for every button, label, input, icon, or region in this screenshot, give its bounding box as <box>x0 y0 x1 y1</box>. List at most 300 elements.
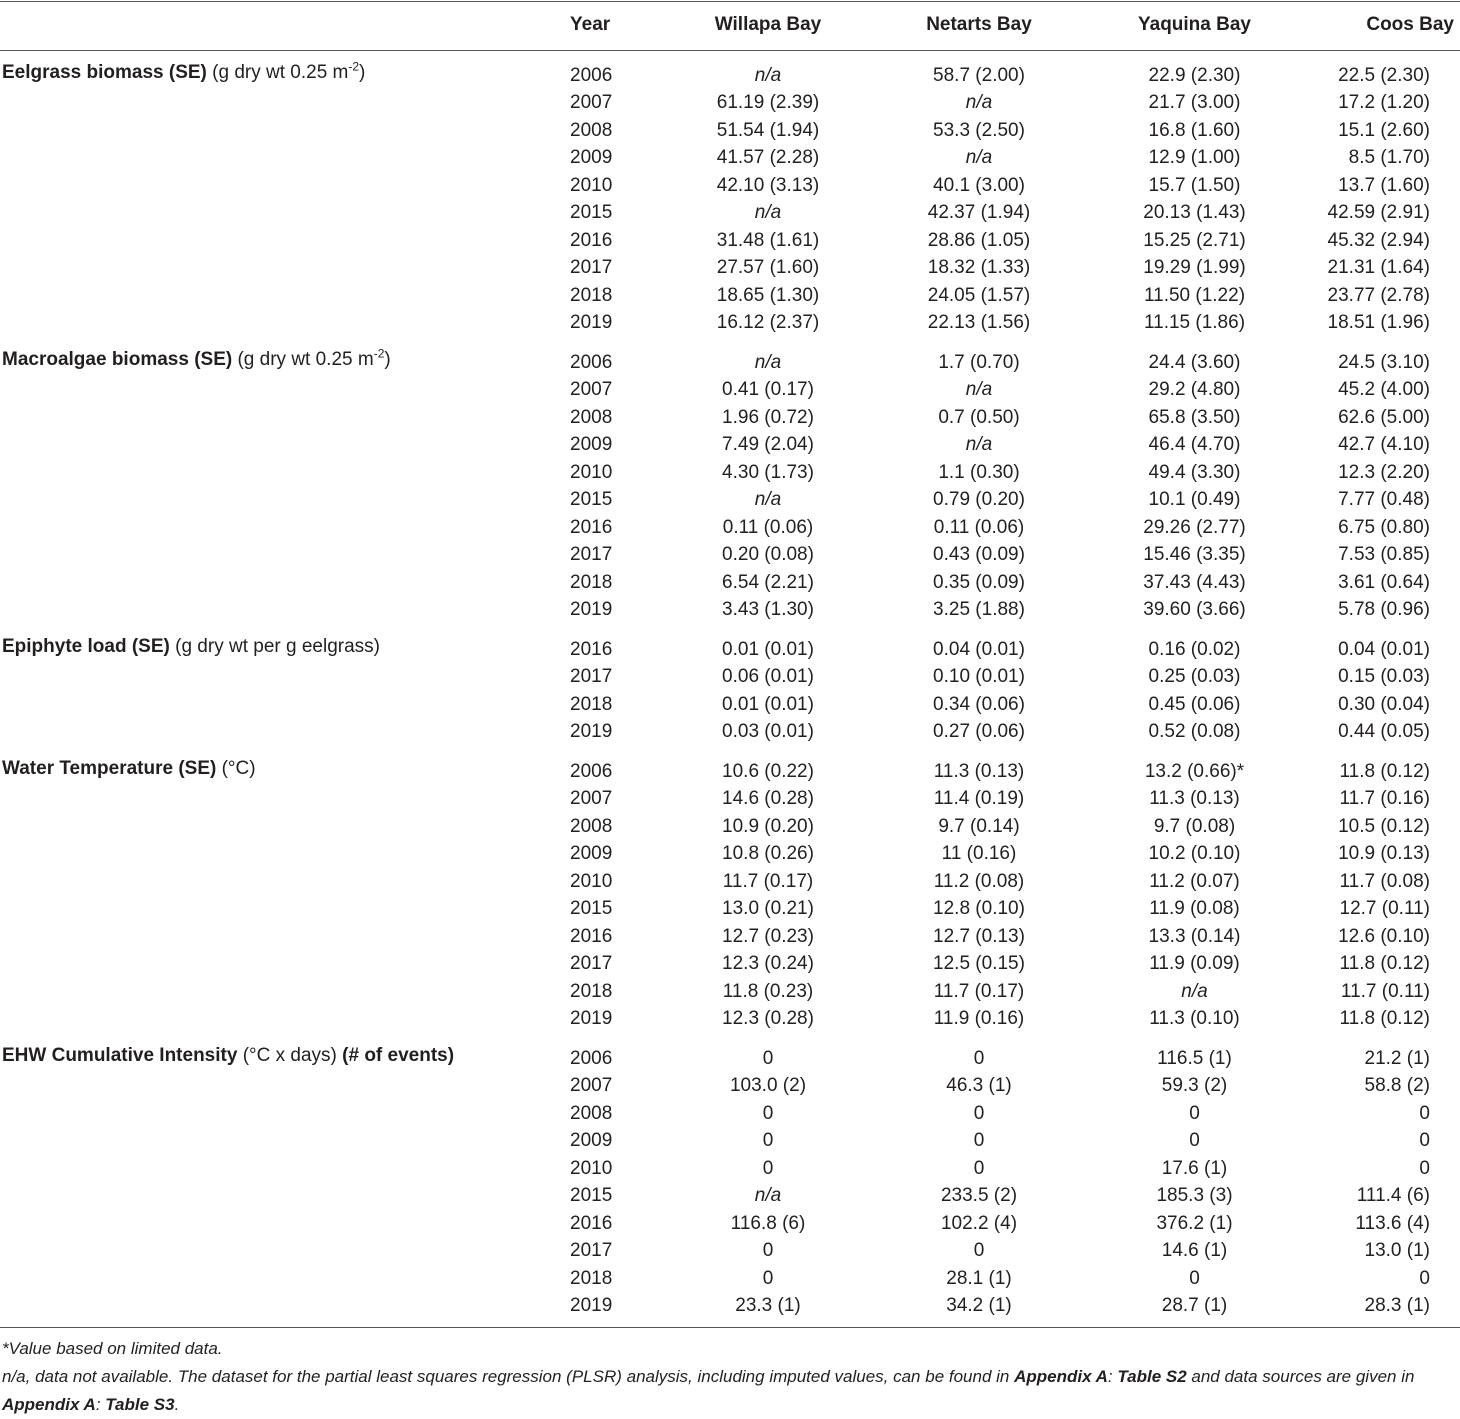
appendix-a-ref-2: Appendix A <box>2 1395 96 1414</box>
row-label <box>0 255 564 283</box>
cell-value: 17.2 (1.20) <box>1338 92 1430 114</box>
cell-value: 58.8 (2) <box>1364 1075 1430 1097</box>
cell-value: 24.5 (3.10) <box>1338 351 1430 373</box>
table-row <box>0 227 1460 255</box>
cell-value: 11.4 (0.19) <box>933 788 1025 810</box>
cell-value: 46.3 (1) <box>946 1075 1012 1097</box>
cell-year: 2015 <box>570 898 613 920</box>
cell-value: 12.7 (0.11) <box>1339 898 1430 920</box>
cell-value: 6.54 (2.21) <box>722 571 814 593</box>
cell-value: 0.35 (0.09) <box>933 571 1025 593</box>
cell-value: 29.26 (2.77) <box>1143 516 1246 538</box>
row-label <box>0 200 564 228</box>
cell-year: 2009 <box>570 1130 613 1152</box>
cell-value: 22.13 (1.56) <box>927 312 1031 334</box>
cell-value: 12.3 (2.20) <box>1338 461 1430 483</box>
row-label <box>0 432 564 460</box>
table-row <box>0 200 1460 228</box>
section-title: Eelgrass biomass (SE) <box>2 62 207 83</box>
cell-year: 2016 <box>570 516 613 538</box>
ref-separator-1: : <box>1107 1367 1118 1386</box>
table-row <box>0 978 1460 1006</box>
footnote-na-text-2: and data sources are given in <box>1186 1367 1415 1386</box>
section-unit: (g dry wt per g eelgrass) <box>169 636 380 657</box>
table-row <box>0 746 1460 786</box>
row-label <box>0 404 564 432</box>
row-label <box>0 542 564 570</box>
cell-value: 0.11 (0.06) <box>722 516 814 538</box>
cell-value: 0 <box>1189 1130 1200 1152</box>
cell-value: 1.1 (0.30) <box>938 461 1020 483</box>
cell-year: 2018 <box>570 284 613 306</box>
cell-value: 11.3 (0.10) <box>1149 1008 1240 1030</box>
cell-value: 23.77 (2.78) <box>1327 284 1430 306</box>
cell-value: 62.6 (5.00) <box>1338 406 1430 428</box>
table-row <box>0 597 1460 625</box>
cell-value: 61.19 (2.39) <box>716 92 820 114</box>
row-label <box>0 227 564 255</box>
cell-value: 41.57 (2.28) <box>716 147 820 169</box>
cell-value: 0 <box>762 1240 774 1262</box>
table-row <box>0 1210 1460 1238</box>
cell-year: 2006 <box>570 351 613 373</box>
cell-value: 10.6 (0.22) <box>722 760 814 782</box>
cell-value: 24.4 (3.60) <box>1148 351 1241 373</box>
cell-value: 13.3 (0.14) <box>1148 925 1241 947</box>
row-label <box>0 514 564 542</box>
cell-value: 0.27 (0.06) <box>933 721 1025 743</box>
table-row <box>0 172 1460 200</box>
cell-value: 12.6 (0.10) <box>1338 925 1430 947</box>
cell-value: 42.37 (1.94) <box>927 202 1031 224</box>
cell-year: 2015 <box>570 489 613 511</box>
cell-value: 0 <box>1419 1267 1430 1289</box>
row-label <box>0 337 564 377</box>
cell-value: 0.34 (0.06) <box>933 693 1025 715</box>
cell-value: 1.7 (0.70) <box>938 351 1020 373</box>
cell-value: 376.2 (1) <box>1156 1212 1233 1234</box>
cell-value: 0 <box>1189 1102 1200 1124</box>
row-label <box>0 813 564 841</box>
cell-value: 11.3 (0.13) <box>1149 788 1240 810</box>
cell-year: 2009 <box>570 434 613 456</box>
row-label <box>0 746 564 786</box>
table-row <box>0 337 1460 377</box>
row-label <box>0 1073 564 1101</box>
cell-value: 14.6 (1) <box>1161 1240 1228 1262</box>
row-label <box>0 923 564 951</box>
table-row <box>0 255 1460 283</box>
table-row <box>0 868 1460 896</box>
cell-value: 17.6 (1) <box>1161 1157 1228 1179</box>
cell-value: 65.8 (3.50) <box>1148 406 1241 428</box>
table-row <box>0 1006 1460 1034</box>
cell-value: 46.4 (4.70) <box>1148 434 1241 456</box>
row-label <box>0 459 564 487</box>
row-label <box>0 624 564 664</box>
cell-value: 10.8 (0.26) <box>722 843 814 865</box>
cell-value: 12.3 (0.28) <box>722 1008 814 1030</box>
row-label <box>0 145 564 173</box>
cell-value: 7.53 (0.85) <box>1338 544 1430 566</box>
cell-value: n/a <box>754 64 782 86</box>
cell-value: n/a <box>965 92 993 114</box>
section-unit-end: ) <box>359 62 366 83</box>
section-unit: (°C) <box>216 758 256 779</box>
cell-value: 51.54 (1.94) <box>716 119 820 141</box>
cell-year: 2016 <box>570 229 613 251</box>
cell-value: 0.03 (0.01) <box>722 721 814 743</box>
cell-year: 2017 <box>570 257 613 279</box>
cell-value: 28.86 (1.05) <box>927 229 1031 251</box>
table-row <box>0 514 1460 542</box>
table-row <box>0 719 1460 747</box>
cell-value: 18.65 (1.30) <box>716 284 820 306</box>
row-label <box>0 1210 564 1238</box>
table-row <box>0 117 1460 145</box>
cell-value: 28.1 (1) <box>946 1267 1012 1289</box>
table-row <box>0 459 1460 487</box>
cell-year: 2019 <box>570 1008 613 1030</box>
cell-value: 0 <box>762 1157 774 1179</box>
cell-value: 29.2 (4.80) <box>1148 379 1241 401</box>
cell-year: 2018 <box>570 1267 613 1289</box>
cell-value: 3.43 (1.30) <box>722 599 814 621</box>
cell-value: 0 <box>973 1047 985 1069</box>
cell-value: 0.06 (0.01) <box>722 666 814 688</box>
cell-value: 11.15 (1.86) <box>1143 312 1246 334</box>
cell-value: n/a <box>965 147 993 169</box>
section-title: Water Temperature (SE) <box>2 758 217 779</box>
cell-value: 49.4 (3.30) <box>1148 461 1241 483</box>
row-label <box>0 719 564 747</box>
cell-value: 20.13 (1.43) <box>1143 202 1246 224</box>
cell-value: 15.7 (1.50) <box>1148 174 1241 196</box>
cell-value: 12.7 (0.13) <box>933 925 1025 947</box>
cell-value: 10.9 (0.20) <box>722 815 814 837</box>
cell-value: 0 <box>762 1267 774 1289</box>
cell-value: 13.0 (0.21) <box>722 898 814 920</box>
cell-year: 2006 <box>570 760 613 782</box>
cell-value: 0.52 (0.08) <box>1148 721 1241 743</box>
section-unit-end: ) <box>384 349 391 370</box>
table-row <box>0 1100 1460 1128</box>
section-title: Epiphyte load (SE) <box>2 636 170 657</box>
cell-year: 2017 <box>570 953 613 975</box>
table-body <box>0 50 1460 1320</box>
cell-value: 12.5 (0.15) <box>933 953 1025 975</box>
table-row <box>0 377 1460 405</box>
row-label <box>0 487 564 515</box>
cell-value: 0 <box>762 1047 774 1069</box>
footnote-na <box>2 1363 1458 1419</box>
table-row <box>0 310 1460 338</box>
cell-value: 3.25 (1.88) <box>933 599 1025 621</box>
cell-value: 113.6 (4) <box>1355 1212 1430 1234</box>
section-title: EHW Cumulative Intensity <box>2 1045 238 1066</box>
row-label <box>0 50 564 90</box>
cell-year: 2016 <box>570 638 613 660</box>
section-unit: (g dry wt 0.25 m <box>232 349 374 370</box>
cell-year: 2015 <box>570 202 613 224</box>
table-row <box>0 923 1460 951</box>
cell-value: 10.9 (0.13) <box>1338 843 1430 865</box>
cell-value: 22.5 (2.30) <box>1338 64 1430 86</box>
cell-value: 12.3 (0.24) <box>722 953 814 975</box>
cell-value: 11.9 (0.16) <box>933 1008 1025 1030</box>
cell-value: 11.8 (0.12) <box>1339 953 1430 975</box>
cell-value: 116.8 (6) <box>730 1212 806 1234</box>
section-unit-exponent: -2 <box>348 59 360 74</box>
cell-value: 12.7 (0.23) <box>722 925 814 947</box>
cell-value: 11.8 (0.12) <box>1339 760 1430 782</box>
cell-value: 0 <box>762 1130 774 1152</box>
cell-value: 11 (0.16) <box>941 843 1017 865</box>
footnote-limited-data: *Value based on limited data. <box>2 1339 223 1358</box>
ref-separator-2: : <box>95 1395 106 1414</box>
cell-value: 11.2 (0.07) <box>1149 870 1240 892</box>
cell-value: 13.7 (1.60) <box>1338 174 1430 196</box>
cell-year: 2019 <box>570 1295 613 1317</box>
cell-value: 0.20 (0.08) <box>722 544 814 566</box>
cell-value: n/a <box>965 434 993 456</box>
table-row <box>0 1155 1460 1183</box>
cell-value: 0.15 (0.03) <box>1338 666 1430 688</box>
cell-value: 0.79 (0.20) <box>933 489 1025 511</box>
cell-value: 19.29 (1.99) <box>1143 257 1246 279</box>
cell-value: 11.50 (1.22) <box>1143 284 1246 306</box>
row-label <box>0 868 564 896</box>
cell-year: 2018 <box>570 571 613 593</box>
table-s3-ref: Table S3 <box>105 1395 175 1414</box>
cell-year: 2006 <box>570 1047 613 1069</box>
table-row <box>0 1128 1460 1156</box>
cell-year: 2010 <box>570 174 613 196</box>
row-label <box>0 310 564 338</box>
cell-year: 2017 <box>570 1240 613 1262</box>
cell-year: 2007 <box>570 379 613 401</box>
table-row <box>0 282 1460 310</box>
row-label <box>0 691 564 719</box>
cell-value: 0 <box>973 1240 985 1262</box>
cell-value: 13.2 (0.66)* <box>1144 760 1245 782</box>
table-row <box>0 664 1460 692</box>
cell-year: 2018 <box>570 693 613 715</box>
cell-value: 11.2 (0.08) <box>933 870 1025 892</box>
table-row <box>0 1033 1460 1073</box>
cell-year: 2019 <box>570 312 613 334</box>
cell-value: 0.11 (0.06) <box>933 516 1025 538</box>
row-label <box>0 978 564 1006</box>
cell-value: n/a <box>754 202 782 224</box>
cell-value: 11.9 (0.09) <box>1149 953 1240 975</box>
cell-value: 40.1 (3.00) <box>933 174 1025 196</box>
header-yaquina-bay: Yaquina Bay <box>1138 14 1251 35</box>
cell-value: n/a <box>965 379 993 401</box>
cell-year: 2016 <box>570 1212 613 1234</box>
row-label <box>0 282 564 310</box>
table-row <box>0 1183 1460 1211</box>
row-label <box>0 786 564 814</box>
cell-value: 9.7 (0.14) <box>938 815 1020 837</box>
cell-value: 0 <box>973 1102 985 1124</box>
cell-year: 2015 <box>570 1185 613 1207</box>
cell-value: 1.96 (0.72) <box>722 406 814 428</box>
row-label <box>0 569 564 597</box>
cell-year: 2007 <box>570 92 613 114</box>
cell-value: 11.9 (0.08) <box>1149 898 1240 920</box>
table-row <box>0 1238 1460 1266</box>
cell-value: 0 <box>1419 1102 1430 1124</box>
cell-year: 2008 <box>570 119 613 141</box>
row-label <box>0 1033 564 1073</box>
table-row <box>0 896 1460 924</box>
cell-value: 6.75 (0.80) <box>1338 516 1430 538</box>
cell-value: 0.01 (0.01) <box>722 638 814 660</box>
table-row <box>0 624 1460 664</box>
cell-value: 0.04 (0.01) <box>933 638 1025 660</box>
cell-value: 11.8 (0.12) <box>1339 1008 1430 1030</box>
cell-value: 37.43 (4.43) <box>1143 571 1246 593</box>
cell-value: 0.44 (0.05) <box>1338 721 1430 743</box>
table-row <box>0 951 1460 979</box>
cell-value: 24.05 (1.57) <box>927 284 1031 306</box>
cell-value: 0.04 (0.01) <box>1338 638 1430 660</box>
cell-value: 18.51 (1.96) <box>1327 312 1430 334</box>
section-title: Macroalgae biomass (SE) <box>2 349 233 370</box>
cell-year: 2007 <box>570 788 613 810</box>
cell-value: 22.9 (2.30) <box>1148 64 1241 86</box>
cell-value: n/a <box>1181 980 1208 1002</box>
cell-value: 0.43 (0.09) <box>933 544 1025 566</box>
cell-year: 2008 <box>570 1102 613 1124</box>
table-header <box>0 0 1460 50</box>
cell-value: 10.5 (0.12) <box>1338 815 1430 837</box>
cell-year: 2010 <box>570 461 613 483</box>
row-label <box>0 1155 564 1183</box>
cell-year: 2017 <box>570 544 613 566</box>
header-year: Year <box>570 14 611 35</box>
cell-year: 2016 <box>570 925 613 947</box>
cell-value: 28.3 (1) <box>1364 1295 1430 1317</box>
table-row <box>0 1265 1460 1293</box>
section-unit: (°C x days) <box>237 1045 343 1066</box>
row-label <box>0 1183 564 1211</box>
row-label <box>0 1293 564 1321</box>
cell-value: 0 <box>973 1157 985 1179</box>
table-row <box>0 691 1460 719</box>
cell-value: 7.49 (2.04) <box>722 434 814 456</box>
cell-value: 34.2 (1) <box>946 1295 1012 1317</box>
cell-value: 15.1 (2.60) <box>1338 119 1430 141</box>
cell-value: 13.0 (1) <box>1364 1240 1430 1262</box>
row-label <box>0 117 564 145</box>
cell-value: 31.48 (1.61) <box>716 229 820 251</box>
cell-value: 11.7 (0.17) <box>722 870 814 892</box>
header-label <box>0 0 564 50</box>
cell-value: 0.7 (0.50) <box>938 406 1020 428</box>
cell-year: 2019 <box>570 721 613 743</box>
cell-value: 0.41 (0.17) <box>722 379 814 401</box>
cell-value: 11.8 (0.23) <box>722 980 814 1002</box>
cell-value: 21.31 (1.64) <box>1327 257 1430 279</box>
appendix-a-ref-1: Appendix A <box>1014 1367 1108 1386</box>
cell-year: 2009 <box>570 147 613 169</box>
cell-value: 233.5 (2) <box>940 1185 1018 1207</box>
cell-value: 0 <box>1419 1157 1430 1179</box>
cell-value: 58.7 (2.00) <box>933 64 1025 86</box>
row-label <box>0 172 564 200</box>
cell-value: 0.10 (0.01) <box>933 666 1025 688</box>
cell-value: 7.77 (0.48) <box>1338 489 1430 511</box>
row-label <box>0 841 564 869</box>
cell-value: 23.3 (1) <box>735 1295 801 1317</box>
cell-value: 39.60 (3.66) <box>1143 599 1246 621</box>
cell-value: 18.32 (1.33) <box>927 257 1031 279</box>
row-label <box>0 1238 564 1266</box>
cell-value: 21.2 (1) <box>1364 1047 1430 1069</box>
cell-value: 5.78 (0.96) <box>1338 599 1430 621</box>
row-label <box>0 1265 564 1293</box>
footnote-end: . <box>174 1395 180 1414</box>
table-row <box>0 813 1460 841</box>
cell-year: 2009 <box>570 843 613 865</box>
cell-year: 2018 <box>570 980 613 1002</box>
cell-value: n/a <box>754 489 782 511</box>
row-label <box>0 90 564 118</box>
cell-value: 0.25 (0.03) <box>1148 666 1241 688</box>
cell-value: 11.7 (0.17) <box>933 980 1025 1002</box>
table-row <box>0 90 1460 118</box>
cell-year: 2008 <box>570 815 613 837</box>
section-unit: (g dry wt 0.25 m <box>206 62 349 83</box>
cell-value: 28.7 (1) <box>1161 1295 1228 1317</box>
section-unit-exponent: -2 <box>373 346 385 361</box>
row-label <box>0 896 564 924</box>
cell-value: 11.7 (0.08) <box>1339 870 1430 892</box>
cell-year: 2008 <box>570 406 613 428</box>
cell-value: 14.6 (0.28) <box>722 788 814 810</box>
cell-year: 2010 <box>570 1157 613 1179</box>
table-row <box>0 432 1460 460</box>
cell-value: 0.16 (0.02) <box>1148 638 1241 660</box>
cell-value: 45.2 (4.00) <box>1338 379 1430 401</box>
cell-year: 2007 <box>570 1075 613 1097</box>
cell-value: 42.7 (4.10) <box>1338 434 1430 456</box>
cell-value: 0 <box>973 1130 985 1152</box>
cell-value: 42.10 (3.13) <box>716 174 820 196</box>
cell-value: 185.3 (3) <box>1156 1185 1233 1207</box>
cell-value: 21.7 (3.00) <box>1148 92 1241 114</box>
cell-value: 10.2 (0.10) <box>1148 843 1241 865</box>
cell-value: 16.8 (1.60) <box>1148 119 1241 141</box>
footnote-na-text: n/a, data not available. The dataset for the partial least squares regression (PLSR) analysis, including imputed values, can be found in <box>2 1367 1015 1386</box>
cell-year: 2019 <box>570 599 613 621</box>
cell-value: 12.8 (0.10) <box>933 898 1025 920</box>
cell-value: 15.25 (2.71) <box>1143 229 1246 251</box>
cell-value: 11.7 (0.11) <box>1340 980 1430 1002</box>
row-label <box>0 951 564 979</box>
cell-value: 8.5 (1.70) <box>1348 147 1430 169</box>
cell-value: 3.61 (0.64) <box>1338 571 1430 593</box>
bottom-rule <box>0 1327 1460 1328</box>
table-row <box>0 786 1460 814</box>
header-netarts-bay: Netarts Bay <box>926 14 1032 35</box>
cell-value: 0.30 (0.04) <box>1338 693 1430 715</box>
table-row <box>0 1293 1460 1321</box>
cell-value: 45.32 (2.94) <box>1327 229 1430 251</box>
cell-year: 2017 <box>570 666 613 688</box>
